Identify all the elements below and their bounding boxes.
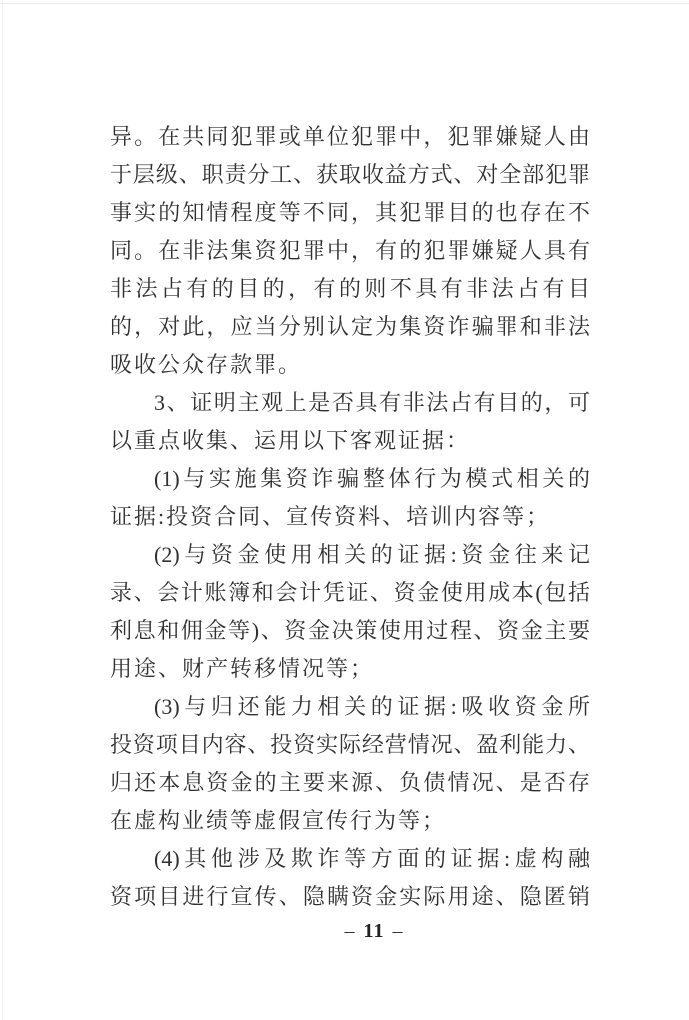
text-line: 以重点收集、运用以下客观证据： <box>110 428 471 453</box>
page-number-dash-right: – <box>392 920 404 942</box>
text-line: 投资项目内容、投资实际经营情况、盈利能力、 <box>110 732 590 757</box>
text-line: 吸收公众存款罪。 <box>110 352 303 377</box>
scan-edge-left-line <box>2 0 3 1020</box>
text-line: 证据:投资合同、宣传资料、培训内容等； <box>110 504 551 529</box>
text-line-paragraph-start: 3、证明主观上是否具有非法占有目的，可 <box>154 390 590 415</box>
text-line: 于层级、职责分工、获取收益方式、对全部犯罪 <box>110 162 590 187</box>
text-line-paragraph-start: (3)与归还能力相关的证据:吸收资金所 <box>154 694 590 719</box>
text-line: 资项目进行宣传、隐瞒资金实际用途、隐匿销 <box>110 884 590 909</box>
text-line: 录、会计账簿和会计凭证、资金使用成本(包括 <box>110 580 590 605</box>
text-line: 归还本息资金的主要来源、负债情况、是否存 <box>110 770 590 795</box>
page-number-value: 11 <box>363 920 385 942</box>
text-line: 异。在共同犯罪或单位犯罪中，犯罪嫌疑人由 <box>110 124 590 149</box>
text-line: 利息和佣金等)、资金决策使用过程、资金主要 <box>110 618 590 643</box>
text-line: 事实的知情程度等不同，其犯罪目的也存在不 <box>110 200 590 225</box>
text-line: 的，对此，应当分别认定为集资诈骗罪和非法 <box>110 314 590 339</box>
scan-edge-top-line <box>0 3 689 4</box>
text-line-paragraph-start: (2)与资金使用相关的证据:资金往来记 <box>154 542 590 567</box>
page-number-dash-left: – <box>344 920 356 942</box>
page-number <box>134 918 614 944</box>
text-line-paragraph-start: (1)与实施集资诈骗整体行为模式相关的 <box>154 466 590 491</box>
text-line: 同。在非法集资犯罪中，有的犯罪嫌疑人具有 <box>110 238 590 263</box>
text-line: 在虚构业绩等虚假宣传行为等； <box>110 808 447 833</box>
page-text-block <box>110 118 590 916</box>
text-line-paragraph-start: (4)其他涉及欺诈等方面的证据:虚构融 <box>154 846 590 871</box>
text-line: 非法占有的目的，有的则不具有非法占有目 <box>110 276 590 301</box>
text-line: 用途、财产转移情况等； <box>110 656 375 681</box>
